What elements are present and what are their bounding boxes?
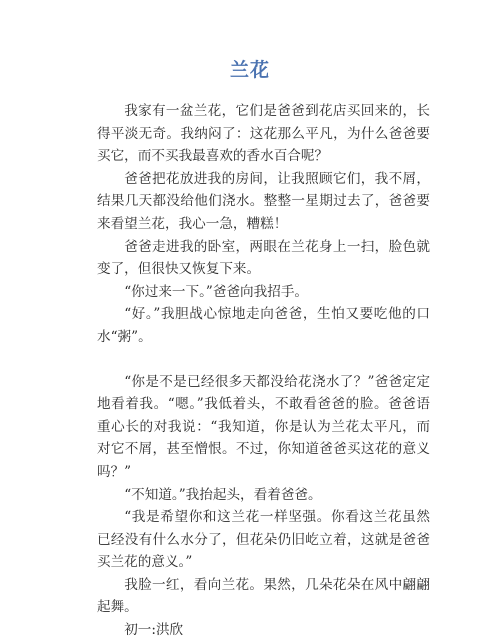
paragraph: 爸爸走进我的卧室，两眼在兰花身上一扫，脸色就变了，但很快又恢复下来。: [97, 238, 430, 278]
paragraph: 爸爸把花放进我的房间，让我照顾它们，我不屑，结果几天都没给他们浇水。整整一星期过去了，爸爸要来看望兰花，我心一急，糟糕！: [97, 170, 430, 232]
document-body: [97, 100, 430, 642]
paragraph: 我脸一红，看向兰花。果然，几朵花朵在风中翩翩起舞。: [97, 576, 430, 616]
author-line: 初一:洪欣: [124, 622, 184, 639]
paragraph: “你是不是已经很多天都没给花浇水了？”爸爸定定地看着我。“嗯。”我低着头，不敢看爸爸的脸。爸爸语重心长的对我说：“我知道，你是认为兰花太平凡，而对它不屑，甚至憎恨。不过，你知道爸爸买这花的意义吗？”: [97, 373, 430, 480]
paragraph: 我家有一盆兰花，它们是爸爸到花店买回来的，长得平淡无奇。我纳闷了：这花那么平凡，为什么爸爸要买它，而不买我最喜欢的香水百合呢？: [97, 103, 430, 165]
paragraph: “好。”我胆战心惊地走向爸爸，生怕又要吃他的口水“粥”。: [97, 306, 430, 345]
paragraph: “不知道。”我抬起头，看着爸爸。: [124, 486, 322, 503]
paragraph: “我是希望你和这兰花一样坚强。你看这兰花虽然已经没有什么水分了，但花朵仍旧屹立着，这就是爸爸买兰花的意义。”: [97, 509, 430, 571]
document-title: 兰花: [229, 59, 270, 81]
paragraph: “你过来一下。”爸爸向我招手。: [124, 283, 309, 300]
